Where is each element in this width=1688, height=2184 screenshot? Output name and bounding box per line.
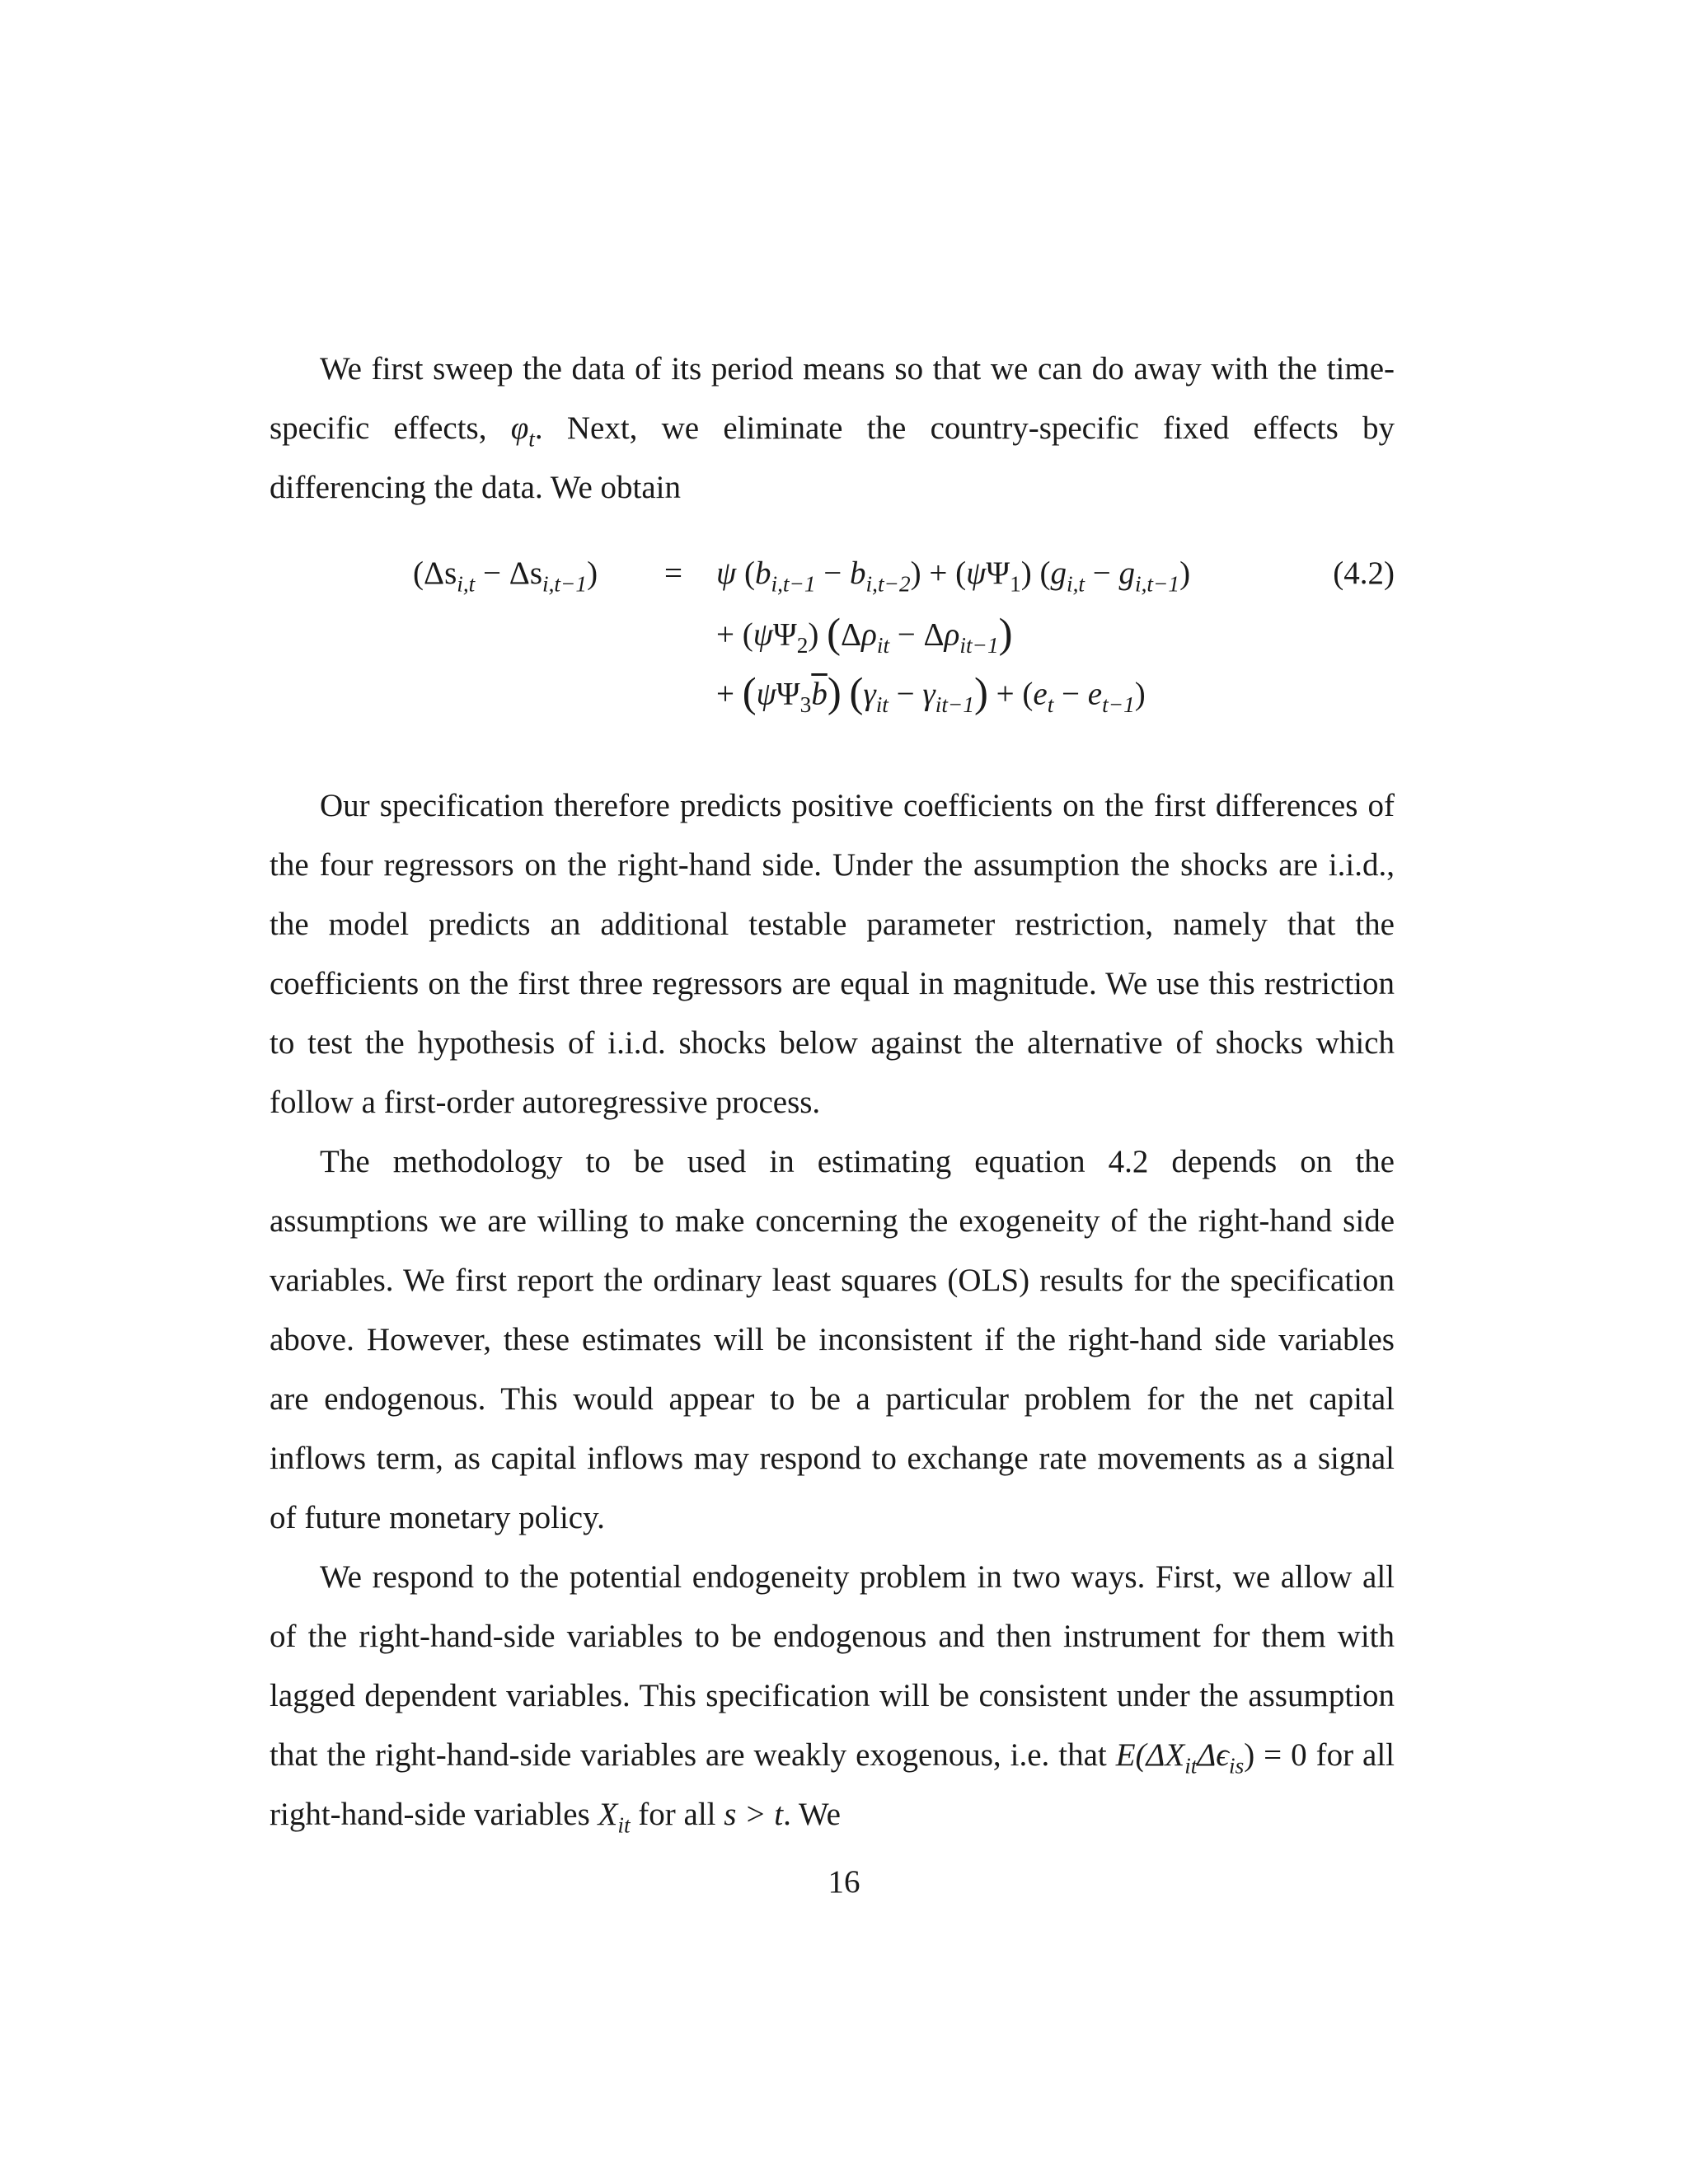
- expectation-expr: $E(\Delta X_{it}\Delta\epsilon_{is}$: [1115, 1737, 1245, 1779]
- paragraph-intro-text-b: . Next, we eliminate the country-specific fixed effects by differencing the data. We obtain: [270, 410, 1395, 505]
- phi-symbol: φ: [510, 410, 529, 446]
- equation-relation: =: [664, 555, 682, 591]
- page-number: 16: [828, 1864, 860, 1900]
- paragraph-methodology: [270, 1132, 1395, 1548]
- equation-rhs-line-2: + $(\psi\Psi_2) (\Delta\rho_{it} - \Delta\rho_{it-1})$: [716, 610, 1013, 658]
- paragraph-endogeneity-text-a: We respond to the potential endogeneity problem in two ways. First, we allow all of the right-hand-side variables to be endogenous and then instrument for them with lagged dependent variables. This specification will be consistent under the assumption that the right-hand-side variables are weakly exogenous, i.e. that: [270, 1559, 1395, 1773]
- equation-lhs: $(\Delta s_{i,t} - \Delta s_{i,t-1})$: [413, 555, 598, 597]
- equation-rhs-line-3: + $(\psi\Psi_3\overline{b}) (\gamma_{it} - \gamma_{it-1}) + (e_t - e_{t-1})$: [716, 669, 1146, 718]
- paragraph-endogeneity: We respond to the potential endogeneity problem in two ways. First, we allow all of the right-hand-side variables to be endogenous and then instrument for them with lagged dependent variables. This specification will be consistent under the assumption that the right-hand-side variables are weakly exogenous, i.e. that $E(\Delta X_{it}\Delta\epsilon_{is}) = 0$ for all right-hand-side variables $X_{it}$ for all s > t. We: [270, 1559, 1395, 1838]
- equation-4-2: [270, 544, 1395, 742]
- equation-rhs-line-1: ψ $(b_{i,t-1} - b_{i,t-2}) + (\psi\Psi_1) (g_{i,t} - g_{i,t-1})$: [716, 555, 1191, 597]
- paragraph-methodology-text: The methodology to be used in estimating equation 4.2 depends on the assumptions we are willing to make concerning the exogeneity of the right-hand side variables. We first report the ordinary least squares (OLS) results for the specification above. However, these estimates will be inconsistent if the right-hand side variables are endogenous. This would appear to be a particular problem for the net capital inflows term, as capital inflows may respond to exchange rate movements as a signal of future monetary policy.: [270, 1144, 1395, 1535]
- paragraph-intro-text-a: We first sweep the data of its period means so that we can do away with the time-specific effects,: [270, 351, 1395, 446]
- equation-number: (4.2): [1333, 555, 1395, 591]
- x-variable: X: [598, 1797, 618, 1832]
- paragraph-specification-text: Our specification therefore predicts positive coefficients on the first differences of the four regressors on the right-hand side. Under the assumption the shocks are i.i.d., the model predicts an additional testable parameter restriction, namely that the coefficients on the first three regressors are equal in magnitude. We use this restriction to test the hypothesis of i.i.d. shocks below against the alternative of shocks which follow a first-order autoregressive process.: [270, 788, 1395, 1120]
- phi-subscript: t: [528, 426, 535, 452]
- paragraph-intro: [270, 340, 1395, 518]
- paragraph-specification: [270, 776, 1395, 1132]
- inequality-expr: s > t: [724, 1797, 784, 1832]
